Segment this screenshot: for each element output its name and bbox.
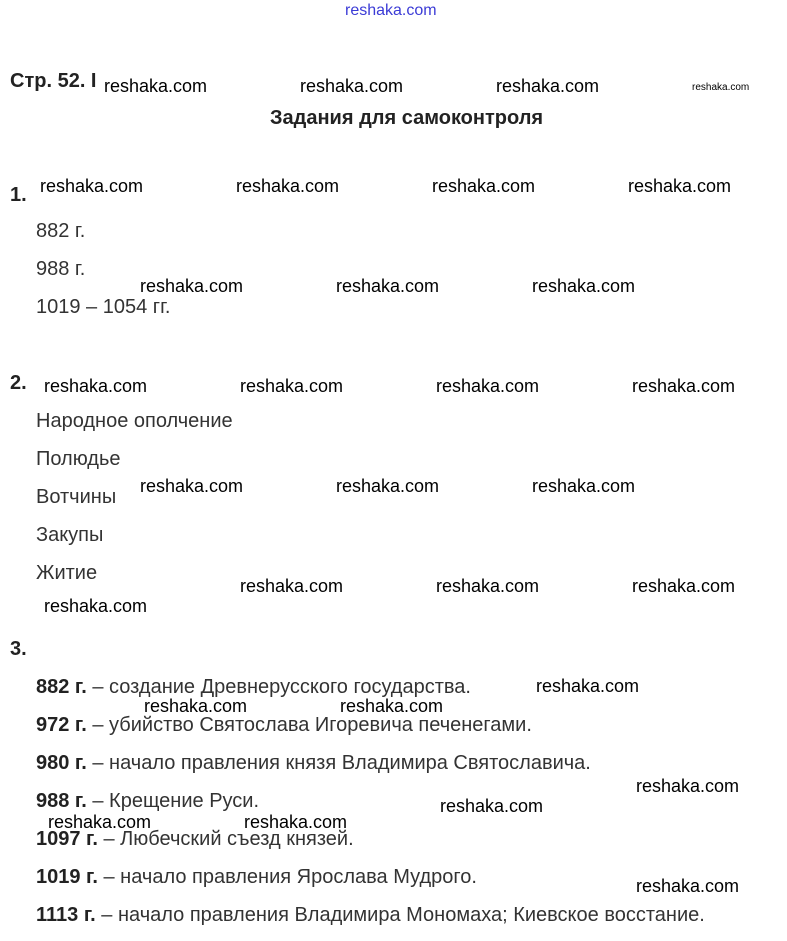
watermark: reshaka.com [628,176,732,196]
watermark: reshaka.com [532,476,636,496]
watermark: reshaka.com [536,676,640,696]
watermark: reshaka.com [44,596,148,616]
page-label: Стр. 52. I [10,70,97,92]
watermark: reshaka.com [440,796,544,816]
watermark: reshaka.com [340,696,444,716]
event-text: – начало правления князя Владимира Святославича. [86,752,591,774]
task-1-number: 1. [10,184,27,206]
event-text: – убийство Святослава Игоревича печенегами. [86,714,532,736]
task-2-item: Народное ополчение [36,410,233,432]
watermark: reshaka.com [240,376,344,396]
watermark: reshaka.com [48,812,152,832]
event-year: 1019 г. [36,866,98,888]
watermark: reshaka.com [632,576,736,596]
watermark: reshaka.com [236,176,340,196]
watermark: reshaka.com [240,576,344,596]
event-row [36,714,532,737]
task-2-item: Полюдье [36,448,121,470]
task-3-number: 3. [10,638,27,660]
event-text: – Любечский съезд князей. [97,828,354,850]
task-1-item: 1019 – 1054 гг. [36,296,171,318]
watermark: reshaka.com [140,476,244,496]
watermark: reshaka.com [436,376,540,396]
watermark: reshaka.com [104,76,208,96]
event-year: 972 г. [36,714,87,736]
event-year: 988 г. [36,790,87,812]
watermark: reshaka.com [632,376,736,396]
task-1-item: 882 г. [36,220,86,242]
watermark: reshaka.com [636,776,740,796]
event-year: 882 г. [36,676,87,698]
watermark-top: reshaka.com [345,2,437,19]
watermark: reshaka.com [636,876,740,896]
event-row [36,904,705,927]
watermark: reshaka.com [532,276,636,296]
event-row [36,866,477,889]
event-text: – начало правления Ярослава Мудрого. [97,866,477,888]
event-text: – создание Древнерусского государства. [86,676,471,698]
watermark: reshaka.com [144,696,248,716]
event-year: 1113 г. [36,904,96,926]
task-2-item: Закупы [36,524,104,546]
task-1-item: 988 г. [36,258,86,280]
watermark: reshaka.com [432,176,536,196]
event-text: – Крещение Руси. [86,790,260,812]
task-2-item: Вотчины [36,486,117,508]
watermark: reshaka.com [300,76,404,96]
watermark: reshaka.com [40,176,144,196]
watermark: reshaka.com [336,276,440,296]
event-row [36,752,591,775]
watermark: reshaka.com [44,376,148,396]
event-text: – начало правления Владимира Мономаха; Киевское восстание. [95,904,705,926]
watermark: reshaka.com [692,82,750,93]
watermark: reshaka.com [436,576,540,596]
watermark: reshaka.com [140,276,244,296]
task-2-item: Житие [36,562,98,584]
section-heading: Задания для самоконтроля [270,107,544,129]
task-2-number: 2. [10,372,27,394]
event-year: 980 г. [36,752,87,774]
watermark: reshaka.com [336,476,440,496]
watermark: reshaka.com [244,812,348,832]
watermark: reshaka.com [496,76,600,96]
event-year: 1097 г. [36,828,98,850]
event-row [36,790,259,813]
